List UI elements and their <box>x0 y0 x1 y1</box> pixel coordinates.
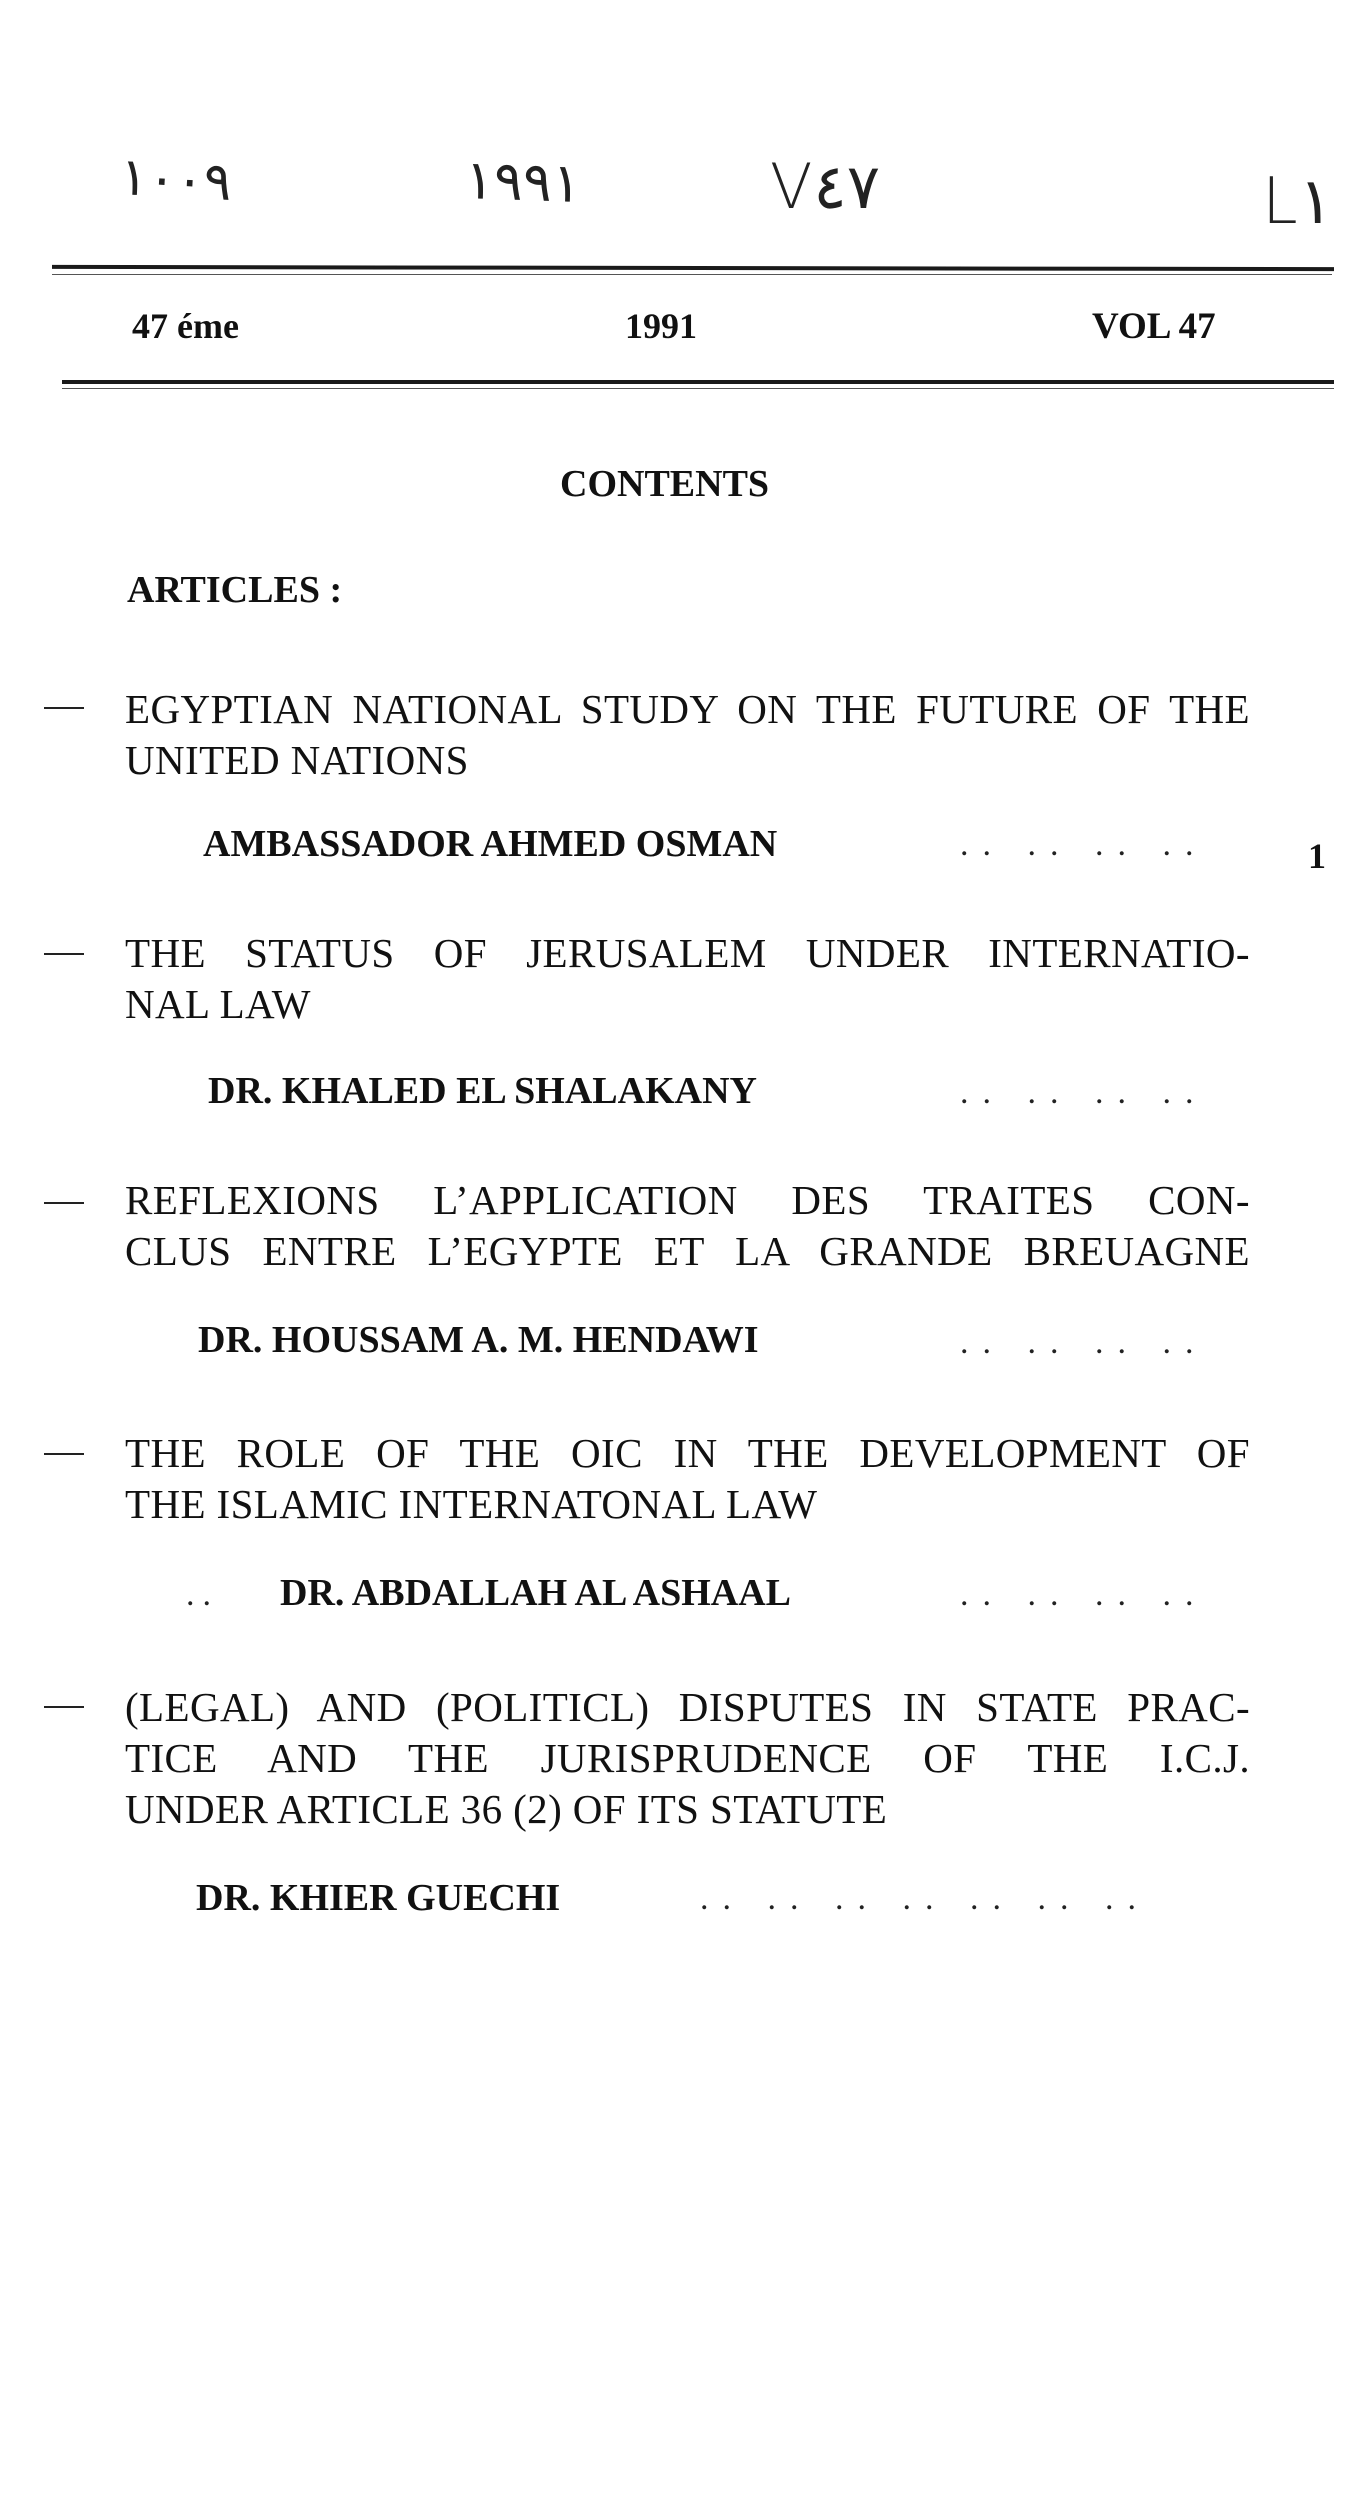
entry-title <box>125 1428 1250 1530</box>
issue-number: 47 éme <box>132 306 239 346</box>
entry-dash <box>44 953 84 955</box>
volume-label: VOL 47 <box>1092 306 1216 347</box>
entry-author: DR. HOUSSAM A. M. HENDAWI <box>198 1319 759 1361</box>
handwritten-annotation-1: ١٠٠٩ <box>118 147 234 213</box>
entry-title-line: THE STATUS OF JERUSALEM UNDER INTERNATIO- <box>125 930 1250 976</box>
entry-title-line: REFLEXIONS L’APPLICATION DES TRAITES CON- <box>125 1177 1250 1223</box>
header-top-rule <box>52 265 1334 271</box>
entry-title-line: THE ISLAMIC INTERNATONAL LAW <box>125 1481 818 1527</box>
dot-leaders: .. .. .. .. <box>960 1324 1208 1361</box>
entry-title: EGYPTIAN NATIONAL STUDY ON THE FUTURE OF THE UNITED NATIONS <box>125 686 1250 783</box>
entry-title-line: NAL LAW <box>125 981 311 1027</box>
author-prefix-dots: .. <box>186 1576 219 1613</box>
handwritten-annotation-4: L١ <box>1262 165 1334 239</box>
entry-dash <box>44 707 84 709</box>
entry-title <box>125 928 1250 1030</box>
handwritten-annotation-3: V٤٧ <box>770 150 881 223</box>
dot-leaders: .. .. .. .. .. .. .. <box>700 1880 1150 1917</box>
entry-dash <box>44 1706 84 1708</box>
entry-author: DR. KHIER GUECHI <box>196 1877 561 1919</box>
header-bottom-rule-thin <box>62 388 1334 389</box>
dot-leaders: .. .. .. .. <box>960 826 1208 863</box>
entry-title-line: UNDER ARTICLE 36 (2) OF ITS STATUTE <box>125 1786 888 1832</box>
entry-title <box>125 1682 1250 1835</box>
contents-heading: CONTENTS <box>560 463 770 505</box>
page-number: 1 <box>1308 836 1326 876</box>
handwritten-annotation-2: ١٩٩١ <box>463 147 583 216</box>
dot-leaders: .. .. .. .. <box>960 1074 1208 1111</box>
entry-author: AMBASSADOR AHMED OSMAN <box>203 823 778 865</box>
entry-dash <box>44 1202 84 1204</box>
entry-author: DR. KHALED EL SHALAKANY <box>208 1070 757 1112</box>
header-top-rule-thin <box>52 274 1332 275</box>
entry-title-line: CLUS ENTRE L’EGYPTE ET LA GRANDE BREUAGNE <box>125 1228 1250 1274</box>
entry-title-line: TICE AND THE JURISPRUDENCE OF THE I.C.J. <box>125 1735 1250 1781</box>
dot-leaders: .. .. .. .. <box>960 1576 1208 1613</box>
entry-dash <box>44 1453 84 1455</box>
header-bottom-rule <box>62 380 1334 384</box>
articles-section-label: ARTICLES : <box>127 569 343 611</box>
entry-author: DR. ABDALLAH AL ASHAAL <box>280 1572 792 1614</box>
entry-title-line: THE ROLE OF THE OIC IN THE DEVELOPMENT OF <box>125 1430 1250 1476</box>
entry-title-line: (LEGAL) AND (POLITICL) DISPUTES IN STATE PRAC- <box>125 1684 1250 1730</box>
issue-year: 1991 <box>625 306 697 346</box>
entry-title <box>125 1175 1250 1277</box>
